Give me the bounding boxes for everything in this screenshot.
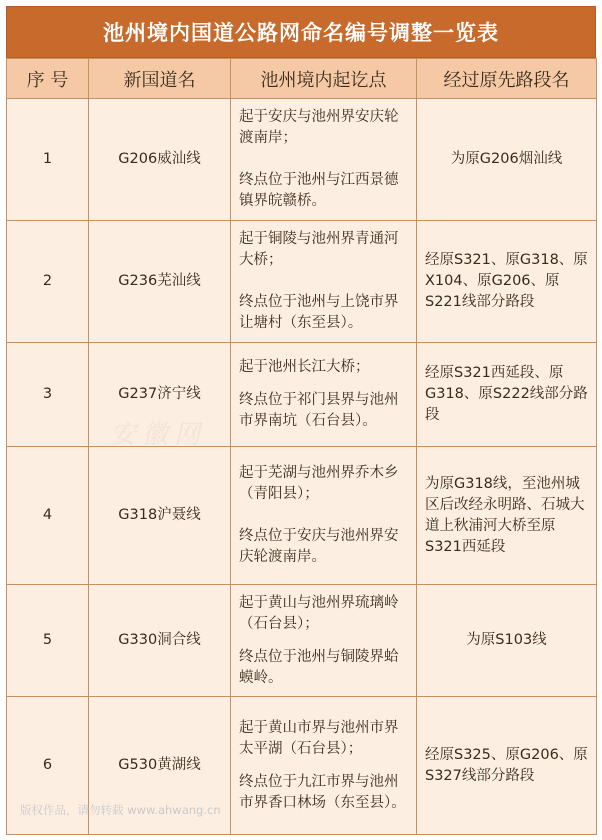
route-end: 终点位于池州与铜陵界蛤蟆岭。: [239, 648, 399, 686]
row-no: 2: [7, 221, 89, 343]
table-row: [7, 585, 597, 697]
route-end: 终点位于池州与江西景德镇界皖赣桥。: [239, 172, 399, 209]
row-name: G237济宁线: [89, 343, 231, 447]
route-start: 起于黄山与池州界琉璃岭（石台县）；: [239, 594, 399, 632]
route-end: 终点位于池州与上饶市界让塘村（东至县）。: [239, 294, 399, 331]
row-route: [231, 697, 417, 835]
row-no: 4: [7, 447, 89, 585]
header-no: 序 号: [7, 59, 89, 99]
row-via: 经原S325、原G206、原S327线部分路段: [417, 697, 597, 835]
route-start: 起于池州长江大桥；: [239, 359, 370, 375]
row-via: 为原G206烟汕线: [417, 99, 597, 221]
table-title: 池州境内国道公路网命名编号调整一览表: [6, 6, 596, 58]
row-route: [231, 221, 417, 343]
row-name: G206威汕线: [89, 99, 231, 221]
header-name: 新国道名: [89, 59, 231, 99]
road-table: [6, 58, 597, 835]
row-name: G236芜汕线: [89, 221, 231, 343]
route-start: 起于安庆与池州界安庆轮渡南岸；: [239, 109, 399, 146]
route-start: 起于芜湖与池州界乔木乡（青阳县）；: [239, 465, 399, 502]
row-route: [231, 343, 417, 447]
row-no: 6: [7, 697, 89, 835]
row-no: 3: [7, 343, 89, 447]
watermark: 安徽网: [110, 420, 207, 450]
row-route: [231, 447, 417, 585]
row-name: G330洞合线: [89, 585, 231, 697]
route-end: 终点位于九江市界与池州市界香口林场（东至县）。: [239, 773, 406, 811]
table-row: [7, 99, 597, 221]
row-via: 经原S321西延段、原G318、原S222线部分路段: [417, 343, 597, 447]
route-start: 起于黄山市界与池州市界太平湖（石台县）；: [239, 719, 399, 757]
route-end: 终点位于安庆与池州界安庆轮渡南岸。: [239, 528, 399, 565]
table-row: [7, 221, 597, 343]
row-name: G318沪聂线: [89, 447, 231, 585]
row-via: 为原G318线，至池州城区后改经永明路、石城大道上秋浦河大桥至原S321西延段: [417, 447, 597, 585]
header-row: [7, 59, 597, 99]
route-start: 起于铜陵与池州界青通河大桥；: [239, 231, 399, 268]
table-row: [7, 447, 597, 585]
table-row: [7, 343, 597, 447]
row-no: 5: [7, 585, 89, 697]
header-via: 经过原先路段名: [417, 59, 597, 99]
copyright-footer: 版权作品，请勿转载 www.ahwang.cn: [20, 803, 221, 817]
row-no: 1: [7, 99, 89, 221]
row-route: [231, 99, 417, 221]
header-route: 池州境内起讫点: [231, 59, 417, 99]
row-via: 经原S321、原G318、原X104、原G206、原S221线部分路段: [417, 221, 597, 343]
route-end: 终点位于祁门县界与池州市界南坑（石台县）。: [239, 392, 399, 429]
row-name: G530黄湖线: [89, 697, 231, 835]
row-route: [231, 585, 417, 697]
row-via: 为原S103线: [417, 585, 597, 697]
